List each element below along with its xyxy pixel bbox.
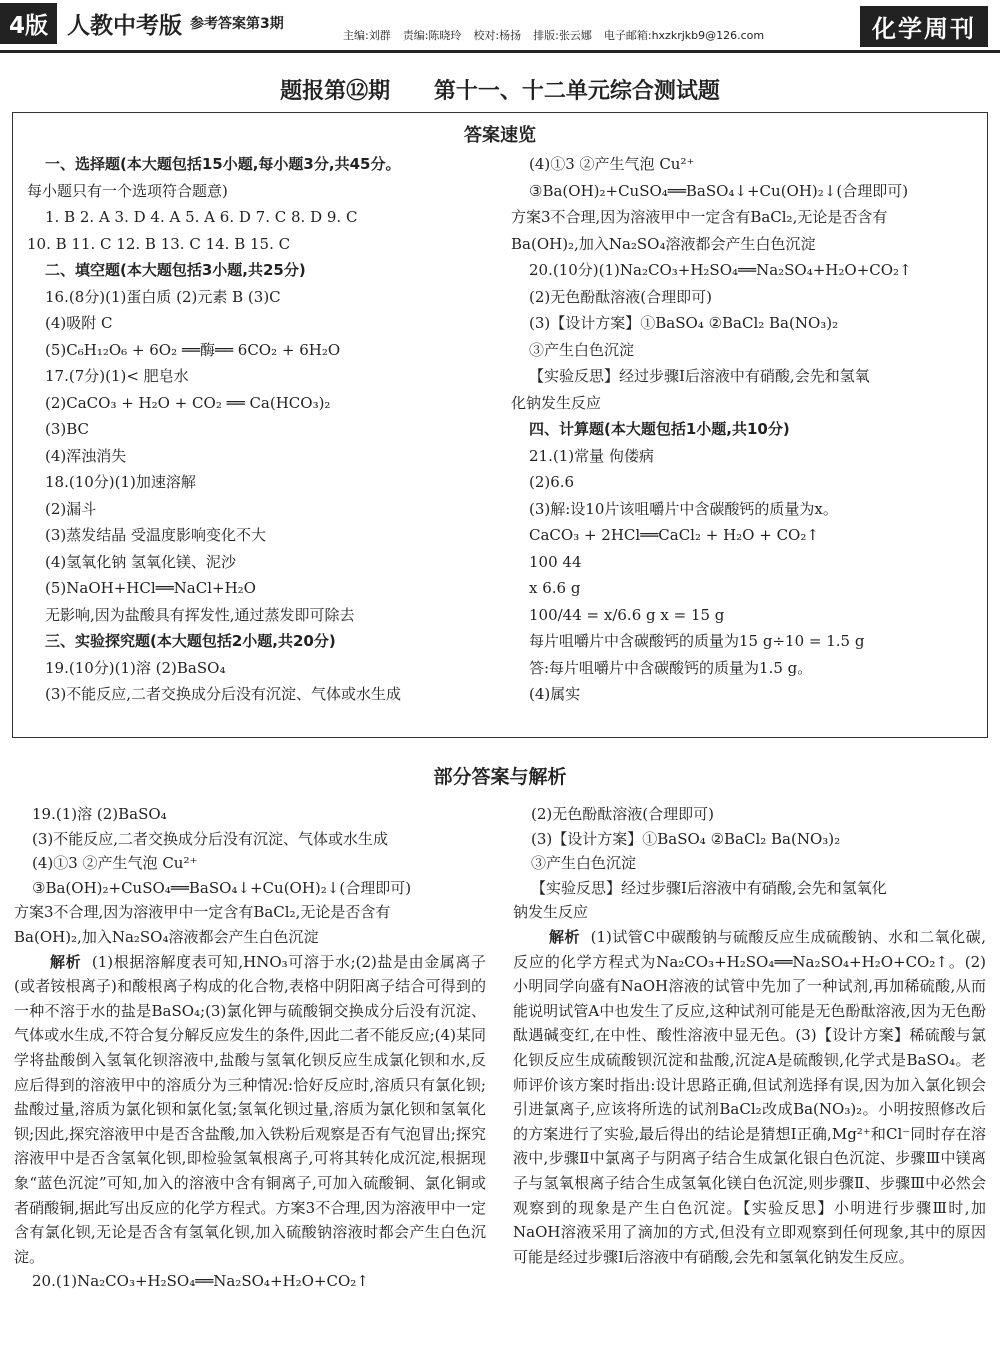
answer-line: 19.(10分)(1)溶 (2)BaSO₄ — [45, 658, 226, 677]
title-topic: 第十一、十二单元综合测试题 — [433, 79, 720, 104]
answer-column-right — [511, 151, 977, 708]
answer-line: (4)氢氧化钠 氢氧化镁、泥沙 — [45, 552, 237, 571]
answer-line: (4)属实 — [529, 685, 581, 703]
analysis-label: 解析 — [549, 927, 581, 946]
answer-line: 【实验反思】经过步骤Ⅰ后溶液中有硝酸,会先和氢氧 — [529, 367, 870, 385]
credit-editor: 责编:陈晓玲 — [402, 29, 462, 42]
answer-line: (2)漏斗 — [45, 499, 97, 518]
answer-line: 17.(7分)(1)< 肥皂水 — [45, 367, 189, 385]
section-title: 三、实验探究题(本大题包括2小题,共20分) — [45, 632, 336, 650]
analysis-text: (1)试管C中碳酸钠与硫酸反应生成硫酸钠、水和二氧化碳,反应的化学方程式为Na₂CO₃+H₂SO₄══Na₂SO₄+H₂O+CO₂↑。(2)小明同学向盛有NaOH溶液的试管中先加了一种试剂,再加稀硫酸,从而能说明试管A中也发生了反应,这种试剂可能是无色酚酞溶液,因为无色酚酞遇碱变红,在中性、酸性溶液中显无色。(3)【设计方案】稀硫酸与氯化钡反应生成硫酸钡沉淀和盐酸,沉淀A是硫酸钡,化学式是BaSO₄。老师评价该方案时指出:设计思路正确,但试剂选择有误,因为加入氯化钡会引进氯离子,应该将所选的试剂BaCl₂改成Ba(NO₃)₂。小明按照修改后的方案进行了实验,最后得出的结论是猜想Ⅰ正确,Mg²⁺和Cl⁻同时存在溶液中,步骤Ⅱ中氯离子与阴离子结合生成氯化银白色沉淀、步骤Ⅲ中镁离子与氢氧根离子结合生成氢氧化镁白色沉淀,则步骤Ⅱ、步骤Ⅲ中必然会观察到的现象是产生白色沉淀。【实验反思】小明进行步骤Ⅲ时,加NaOH溶液采用了滴加的方式,但没有立即观察到任何现象,其中的原因可能是经过步骤Ⅰ后溶液中有硝酸,会先和氢氧化钠发生反应。 — [513, 927, 986, 1266]
analysis-line: 钠发生反应 — [513, 903, 589, 922]
answer-line: 100 44 — [529, 552, 582, 571]
answer-line: (3)BC — [45, 420, 90, 438]
answer-line: ③Ba(OH)₂+CuSO₄══BaSO₄↓+Cu(OH)₂↓(合理即可) — [529, 181, 909, 200]
analysis-line: ③Ba(OH)₂+CuSO₄══BaSO₄↓+Cu(OH)₂↓(合理即可) — [32, 878, 412, 897]
paper-title — [0, 74, 1000, 105]
analysis-line: (3)不能反应,二者交换成分后没有沉淀、气体或水生成 — [32, 829, 389, 848]
answer-line: (5)C₆H₁₂O₆ + 6O₂ ══酶══ 6CO₂ + 6H₂O — [45, 340, 341, 359]
edition-name: 人教中考版 — [67, 12, 183, 39]
header-rule — [0, 50, 1000, 53]
credit-typesetter: 排版:张云娜 — [533, 29, 592, 42]
answer-line: 20.(10分)(1)Na₂CO₃+H₂SO₄══Na₂SO₄+H₂O+CO₂↑ — [529, 261, 912, 279]
answer-line: 1. B 2. A 3. D 4. A 5. A 6. D 7. C 8. D 9. C — [45, 208, 358, 226]
answer-column-left — [27, 151, 493, 708]
answer-line: ③产生白色沉淀 — [529, 340, 635, 359]
analysis-heading: 部分答案与解析 — [433, 766, 567, 788]
section-title: 四、计算题(本大题包括1小题,共10分) — [529, 420, 790, 438]
answer-line: (2)6.6 — [529, 473, 575, 491]
page-header — [0, 0, 1000, 50]
analysis-label: 解析 — [50, 952, 82, 971]
answer-line: 18.(10分)(1)加速溶解 — [45, 473, 196, 491]
credits — [343, 27, 764, 43]
answer-line: 21.(1)常量 佝偻病 — [529, 446, 654, 465]
answer-line: (4)浑浊消失 — [45, 446, 127, 465]
credit-chief-editor: 主编:刘群 — [343, 29, 391, 42]
answer-line: (4)吸附 C — [45, 314, 113, 332]
answer-line: 答:每片咀嚼片中含碳酸钙的质量为1.5 g。 — [529, 658, 813, 677]
analysis-line: (3)【设计方案】①BaSO₄ ②BaCl₂ Ba(NO₃)₂ — [531, 829, 841, 848]
answer-line: (2)CaCO₃ + H₂O + CO₂ ══ Ca(HCO₃)₂ — [45, 393, 331, 412]
answer-line: CaCO₃ + 2HCl══CaCl₂ + H₂O + CO₂↑ — [529, 526, 819, 544]
analysis-line: 【实验反思】经过步骤Ⅰ后溶液中有硝酸,会先和氢氧化 — [531, 878, 887, 897]
analysis-paragraph — [513, 925, 986, 1269]
issue-label: 参考答案第3期 — [190, 16, 284, 32]
brand-logo: 化学周刊 — [860, 6, 988, 47]
analysis-column-right — [513, 802, 986, 1269]
answer-line: (3)【设计方案】①BaSO₄ ②BaCl₂ Ba(NO₃)₂ — [529, 314, 839, 332]
answer-line: (5)NaOH+HCl══NaCl+H₂O — [45, 579, 256, 597]
answer-line: 每片咀嚼片中含碳酸钙的质量为15 g÷10 = 1.5 g — [529, 632, 865, 650]
answer-line: 100/44 = x/6.6 g x = 15 g — [529, 605, 725, 624]
edition-banner — [0, 4, 284, 42]
answer-line: Ba(OH)₂,加入Na₂SO₄溶液都会产生白色沉淀 — [511, 234, 816, 253]
answer-line: 无影响,因为盐酸具有挥发性,通过蒸发即可除去 — [45, 605, 355, 624]
answer-line: 方案3不合理,因为溶液甲中一定含有BaCl₂,无论是否含有 — [511, 208, 888, 226]
answer-line: (3)蒸发结晶 受温度影响变化不大 — [45, 526, 267, 544]
analysis-line: 方案3不合理,因为溶液甲中一定含有BaCl₂,无论是否含有 — [14, 903, 391, 922]
answer-line: (3)解:设10片该咀嚼片中含碳酸钙的质量为x。 — [529, 499, 838, 518]
answer-line: x 6.6 g — [529, 579, 581, 597]
section-title: 一、选择题(本大题包括15小题,每小题3分,共45分。 — [45, 155, 401, 173]
credit-email: 电子邮箱:hxzkrjkb9@126.com — [603, 29, 765, 42]
section-title: 二、填空题(本大题包括3小题,共25分) — [45, 261, 306, 279]
credit-proofreader: 校对:杨扬 — [473, 29, 522, 42]
title-issue: 题报第⑫期 — [280, 79, 391, 104]
analysis-line: 19.(1)溶 (2)BaSO₄ — [32, 805, 167, 823]
answer-line: 每小题只有一个选项符合题意) — [27, 181, 228, 200]
analysis-paragraph — [14, 950, 486, 1270]
analysis-line: 20.(1)Na₂CO₃+H₂SO₄══Na₂SO₄+H₂O+CO₂↑ — [32, 1272, 369, 1291]
edition-number: 4版 — [0, 3, 57, 44]
answer-line: 16.(8分)(1)蛋白质 (2)元素 B (3)C — [45, 287, 281, 306]
analysis-line: (4)①3 ②产生气泡 Cu²⁺ — [32, 854, 198, 873]
answer-line: 10. B 11. C 12. B 13. C 14. B 15. C — [27, 234, 291, 253]
analysis-line: (2)无色酚酞溶液(合理即可) — [531, 805, 714, 823]
analysis-line: Ba(OH)₂,加入Na₂SO₄溶液都会产生白色沉淀 — [14, 927, 319, 946]
answer-line: (2)无色酚酞溶液(合理即可) — [529, 287, 712, 306]
answer-box-heading: 答案速览 — [464, 125, 536, 146]
analysis-line: ③产生白色沉淀 — [531, 854, 637, 873]
answer-line: (4)①3 ②产生气泡 Cu²⁺ — [529, 155, 695, 173]
answer-box — [12, 112, 988, 738]
analysis-text: (1)根据溶解度表可知,HNO₃可溶于水;(2)盐是由金属离子(或者铵根离子)和酸根离子构成的化合物,表格中阴阳离子结合可得到的一种不溶于水的盐是BaSO₄;(3)氯化钾与硫酸铜交换成分后没有沉淀、气体或水生成,不符合复分解反应发生的条件,因此二者不能反应;(4)某同学将盐酸倒入氢氧化钡溶液中,盐酸与氢氧化钡反应生成氯化钡和水,反应后得到的溶液甲中的溶质分为三种情况:恰好反应时,溶质只有氯化钡;盐酸过量,溶质为氯化钡和氯化氢;氢氧化钡过量,溶质为氯化钡和氢氧化钡;因此,探究溶液甲中是否含盐酸,加入铁粉后观察是否有气泡冒出;探究溶液甲中是否含氢氧化钡,即检验氢氧根离子,可将其转化成沉淀,根据现象“蓝色沉淀”可知,加入的溶液中含有铜离子,可加入硫酸铜、氯化铜或者硝酸铜,据此写出反应的化学方程式。方案3不合理,因为溶液甲中一定含有氯化钡,无论是否含有氢氧化钡,加入硫酸钠溶液时都会产生白色沉淀。 — [14, 952, 486, 1266]
answer-line: (3)不能反应,二者交换成分后没有沉淀、气体或水生成 — [45, 685, 402, 703]
answer-line: 化钠发生反应 — [511, 393, 602, 412]
analysis-column-left — [14, 802, 486, 1294]
